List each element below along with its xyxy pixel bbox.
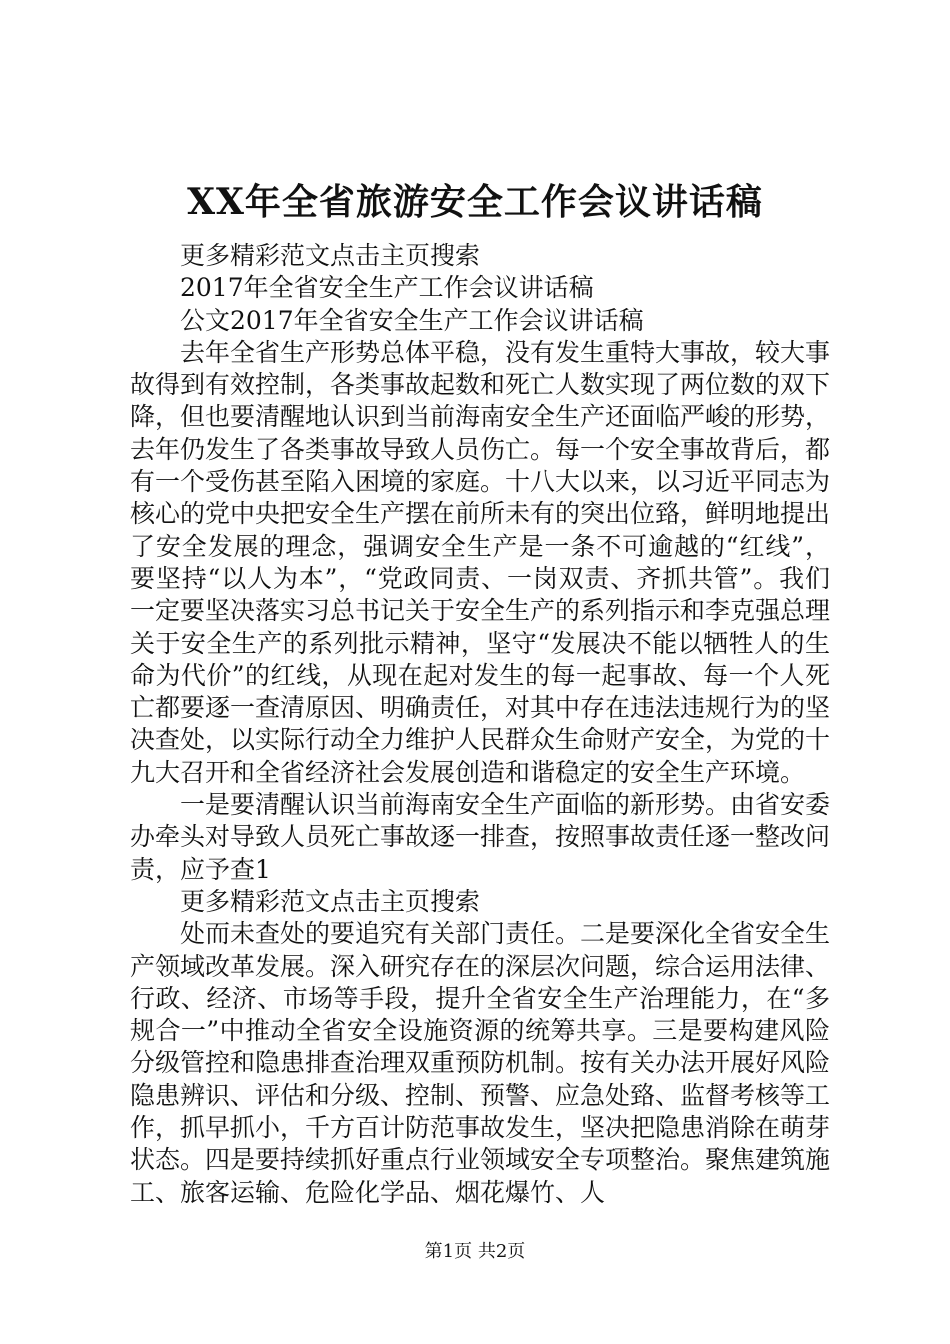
subtitle-line: 2017年全省安全生产工作会议讲话稿 <box>180 273 594 303</box>
body-paragraph: 去年全省生产形势总体平稳，没有发生重特大事故，较大事故得到有效控制，各类事故起数和死亡人数实现了两位数的双下降，但也要清醒地认识到当前海南安全生产还面临严峻的形势，去年仍发生了各类事故导致人员伤亡。每一个安全事故背后，都有一个受伤甚至陷入困境的家庭。十八大以来，以习近平同志为核心的党中央把安全生产摆在前所未有的突出位臵，鲜明地提出了安全发展的理念，强调安全生产是一条不可逾越的“红线”，要坚持“以人为本”，“党政同责、一岗双责、齐抓共管”。我们一定要坚决落实习总书记关于安全生产的系列指示和李克强总理关于安全生产的系列批示精神，坚守“发展决不能以牺牲人的生命为代价”的红线，从现在起对发生的每一起事故、每一个人死亡都要逐一查清原因、明确责任，对其中存在违法违规行为的坚决查处，以实际行动全力维护人民群众生命财产安全，为党的十九大召开和全省经济社会发展创造和谐稳定的安全生产环境。 <box>130 337 831 787</box>
body-paragraph: 处而未查处的要追究有关部门责任。二是要深化全省安全生产领域改革发展。深入研究存在的深层次问题，综合运用法律、行政、经济、市场等手段，提升全省安全生产治理能力，在“多规合一”中推动全省安全设施资源的统筹共享。三是要构建风险分级管控和隐患排查治理双重预防机制。按有关办法开展好风险隐患辨识、评估和分级、控制、预警、应急处臵、监督考核等工作，抓早抓小，千方百计防范事故发生，坚决把隐患消除在萌芽状态。四是要持续抓好重点行业领域安全专项整治。聚焦建筑施工、旅客运输、危险化学品、烟花爆竹、人 <box>130 919 831 1207</box>
document-body <box>130 240 830 1209</box>
header-link-text: 更多精彩范文点击主页搜索 <box>180 241 481 270</box>
header-link-text: 更多精彩范文点击主页搜索 <box>180 886 481 916</box>
page-number: 第1页 共2页 <box>424 1241 526 1262</box>
body-paragraph: 一是要清醒认识当前海南安全生产面临的新形势。由省安委办牵头对导致人员死亡事故逐一排查，按照事故责任逐一整改问责，应予查1 <box>130 790 831 884</box>
document-title: XX年全省旅游安全工作会议讲话稿 <box>187 181 763 223</box>
subtitle-line: 公文2017年全省安全生产工作会议讲话稿 <box>180 305 644 335</box>
